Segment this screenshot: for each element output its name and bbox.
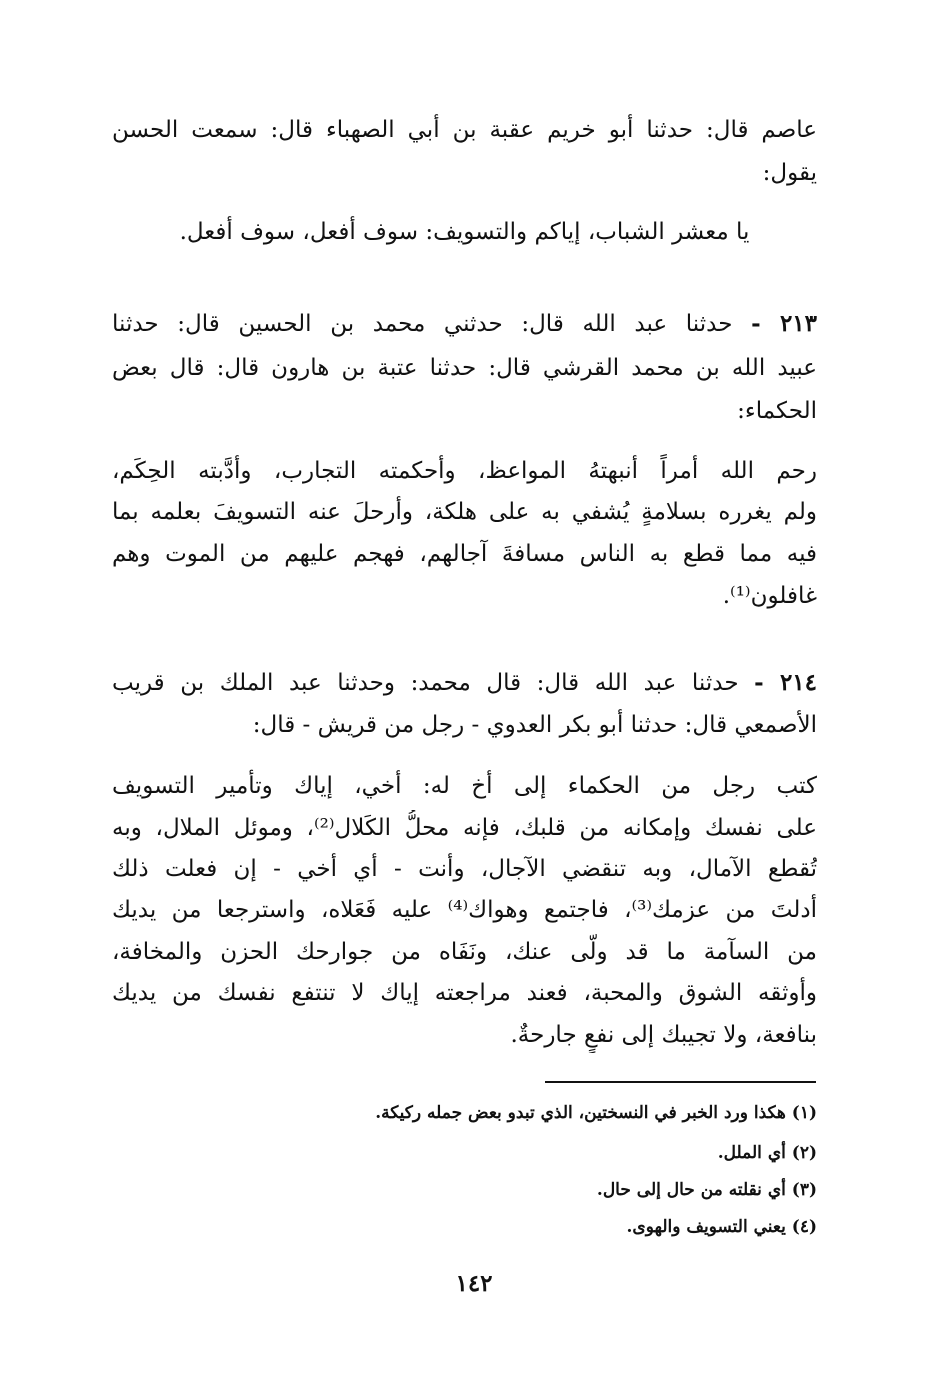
- entry-number: ٢١٤ -: [754, 669, 817, 696]
- text-line: عبيد الله بن محمد القرشي قال: حدثنا عتبة بن هارون قال: قال بعض: [112, 355, 817, 381]
- entry-213-first-line: [112, 306, 817, 342]
- footnote: (٣) أي نقلته من حال إلى حال.: [596, 1180, 817, 1200]
- quote-line: يا معشر الشباب، إياكم والتسويف: سوف أفعل، سوف أفعل.: [179, 219, 750, 245]
- text-line: فيه مما قطع به الناس مسافةَ آجالهم، فهجم عليهم من الموت وهم: [112, 541, 817, 567]
- footnote: (٤) يعني التسويف والهوى.: [626, 1217, 817, 1237]
- text-line: يقول:: [762, 160, 817, 186]
- text-line: بنافعة، ولا تجيبك إلى نفعٍ جارحةٌ.: [510, 1022, 817, 1048]
- text-line: غافلون⁽¹⁾.: [722, 583, 817, 609]
- entry-214-first-line: [112, 665, 817, 701]
- text-line: عاصم قال: حدثنا أبو خريم عقبة بن أبي الصهباء قال: سمعت الحسن: [112, 117, 817, 143]
- entry-number: ٢١٣ -: [751, 310, 817, 337]
- text-line: وأوثقه الشوق والمحبة، فعند مراجعته إياك لا تنتفع نفسك من يديك: [112, 980, 817, 1006]
- footnote: (٢) أي الملل.: [717, 1143, 817, 1163]
- text-line: أدلتَ من عزمك⁽³⁾، فاجتمع وهواك⁽⁴⁾ عليه فَعَلاه، واسترجعا من يديك: [112, 897, 817, 923]
- text-line: تُقطع الآمال، وبه تنقضي الآجال، وأنت - أي أخي - إن فعلت ذلك: [112, 856, 817, 882]
- footnote-separator: [545, 1081, 816, 1083]
- footnote: (١) هكذا ورد الخبر في النسختين، الذي تبدو بعض جمله ركيكة.: [375, 1103, 817, 1123]
- text-line: الحكماء:: [737, 398, 817, 424]
- page-number: ١٤٢: [455, 1270, 493, 1297]
- text-line: الأصمعي قال: حدثنا أبو بكر العدوي - رجل من قريش - قال:: [252, 712, 817, 738]
- text-line: من السآمة ما قد ولّى عنك، ونَفَاه من جوارحك الحزن والمخافة،: [112, 939, 817, 965]
- text-line: كتب رجل من الحكماء إلى أخ له: أخي، إياك وتأمير التسويف: [112, 773, 817, 799]
- text-line: ولم يغرره بسلامةٍ يُشفي به على هلكة، وأرحلَ عنه التسويفَ بعلمه بما: [112, 499, 817, 525]
- text-line: رحم الله أمراً أنبهتهُ المواعظ، وأحكمته التجارب، وأدَّبته الحِكَم،: [112, 458, 817, 484]
- text-line: حدثنا عبد الله قال: قال محمد: وحدثنا عبد الملك بن قريب: [112, 670, 739, 696]
- text-line: على نفسك وإمكانه من قلبك، فإنه محلُّ الكَلال⁽²⁾، وموئل الملال، وبه: [112, 815, 817, 841]
- text-line: حدثنا عبد الله قال: حدثني محمد بن الحسين قال: حدثنا: [112, 311, 733, 337]
